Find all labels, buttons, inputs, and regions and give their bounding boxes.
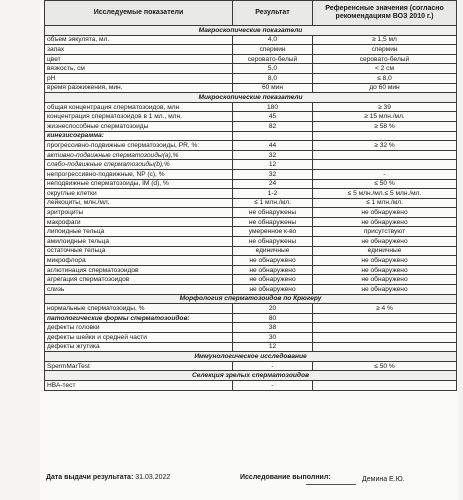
issue-date: [46, 474, 170, 481]
reference-cell: не обнаружено: [313, 256, 457, 266]
table-row: [45, 45, 457, 55]
reference-cell: [313, 313, 457, 323]
reference-cell: < 2 см: [313, 64, 457, 74]
table-row: [45, 380, 457, 390]
table-row: [45, 198, 457, 208]
table-body: [45, 26, 457, 391]
indicator-cell: вязкость, см: [45, 64, 233, 74]
issue-date-value: 31.03.2022: [135, 474, 171, 481]
indicator-cell: цвет: [45, 54, 233, 64]
indicator-cell: микрофлора: [45, 256, 233, 266]
table-row: [45, 342, 457, 352]
table-row: [45, 333, 457, 343]
result-cell: 8,0: [233, 73, 313, 83]
performed-by-label: Исследование выполнил:: [240, 474, 331, 481]
indicator-cell: жизнеспособные сперматозоиды: [45, 121, 233, 131]
reference-cell: спермин: [313, 45, 457, 55]
result-cell: не обнаружено: [233, 265, 313, 275]
result-cell: 30: [233, 333, 313, 343]
result-cell: 80: [233, 313, 313, 323]
indicator-cell: SpermMarTest: [45, 361, 233, 371]
header-result: Результат: [233, 1, 313, 26]
indicator-cell: лейкоциты, млн./мл.: [45, 198, 233, 208]
reference-cell: ≥ 1,5 мл: [313, 35, 457, 45]
header-reference: Референсные значения (согласно рекомендациям ВОЗ 2010 г.): [313, 1, 457, 26]
indicator-cell: активно-подвижные сперматозоиды(a),%: [45, 150, 233, 160]
result-cell: [233, 131, 313, 141]
section-row: [45, 352, 457, 362]
indicator-cell: округлые клетки: [45, 189, 233, 199]
result-cell: не обнаружены: [233, 237, 313, 247]
result-cell: 12: [233, 342, 313, 352]
table-row: [45, 189, 457, 199]
reference-cell: ≤ 1 млн./мл.: [313, 198, 457, 208]
table-row: [45, 64, 457, 74]
result-cell: 12: [233, 160, 313, 170]
reference-cell: не обнаружено: [313, 285, 457, 295]
indicator-cell: слабо-подвижные сперматозоиды(b),%: [45, 160, 233, 170]
reference-cell: серовато-белый: [313, 54, 457, 64]
reference-cell: ≥ 32 %: [313, 141, 457, 151]
reference-cell: [313, 131, 457, 141]
indicator-cell: дефекты шейки и средней части: [45, 333, 233, 343]
table-row: [45, 141, 457, 151]
table-row: [45, 361, 457, 371]
reference-cell: ≤ 50 %: [313, 361, 457, 371]
reference-cell: [313, 333, 457, 343]
result-cell: 4,0: [233, 35, 313, 45]
table-row: [45, 112, 457, 122]
indicator-cell: липоидные тельца: [45, 227, 233, 237]
reference-cell: ≥ 4 %: [313, 304, 457, 314]
result-cell: 24: [233, 179, 313, 189]
table-row: [45, 217, 457, 227]
table-row: [45, 169, 457, 179]
results-table: [44, 0, 457, 391]
table-row: [45, 227, 457, 237]
table-row: [45, 102, 457, 112]
result-cell: единичные: [233, 246, 313, 256]
result-cell: серовато-белый: [233, 54, 313, 64]
indicator-cell: концентрация сперматозоидов в 1 мл., млн.: [45, 112, 233, 122]
section-title: Макроскопические показатели: [45, 26, 457, 36]
result-cell: не обнаружено: [233, 275, 313, 285]
reference-cell: присутствуют: [313, 227, 457, 237]
result-cell: 38: [233, 323, 313, 333]
table-row: [45, 150, 457, 160]
table-row: [45, 237, 457, 247]
result-cell: 180: [233, 102, 313, 112]
result-cell: -: [233, 361, 313, 371]
result-cell: 44: [233, 141, 313, 151]
section-title: Селекция зрелых сперматозоидов: [45, 371, 457, 381]
result-cell: умеренное к-во: [233, 227, 313, 237]
result-cell: 32: [233, 150, 313, 160]
indicator-cell: кинезисограмма:: [45, 131, 233, 141]
indicator-cell: агрегация сперматозоидов: [45, 275, 233, 285]
reference-cell: [313, 380, 457, 390]
table-header-row: [45, 1, 457, 26]
result-cell: 5,0: [233, 64, 313, 74]
indicator-cell: объем эякулята, мл.: [45, 35, 233, 45]
table-row: [45, 83, 457, 93]
section-title: Иммунологическое исследование: [45, 352, 457, 362]
indicator-cell: макрофаги: [45, 217, 233, 227]
reference-cell: не обнаружено: [313, 237, 457, 247]
result-cell: спермин: [233, 45, 313, 55]
table-row: [45, 285, 457, 295]
table-row: [45, 73, 457, 83]
indicator-cell: pH: [45, 73, 233, 83]
indicator-cell: нормальные сперматозоиды, %: [45, 304, 233, 314]
reference-cell: не обнаружено: [313, 265, 457, 275]
header-indicator: Исследуемые показатели: [45, 1, 233, 26]
table-row: [45, 265, 457, 275]
reference-cell: не обнаружено: [313, 217, 457, 227]
reference-cell: единичные: [313, 246, 457, 256]
indicator-cell: прогрессивно-подвижные сперматозоиды, PR, %:: [45, 141, 233, 151]
reference-cell: [313, 323, 457, 333]
table-row: [45, 323, 457, 333]
reference-cell: не обнаружено: [313, 208, 457, 218]
reference-cell: ≥ 39: [313, 102, 457, 112]
table-row: [45, 131, 457, 141]
table-row: [45, 246, 457, 256]
table-row: [45, 35, 457, 45]
indicator-cell: дефекты жгутика: [45, 342, 233, 352]
reference-cell: ≥ 15 млн./мл.: [313, 112, 457, 122]
table-row: [45, 54, 457, 64]
indicator-cell: остаточные тельца: [45, 246, 233, 256]
reference-cell: ≤ 5 млн./мл.≤ 5 млн./мл.: [313, 189, 457, 199]
table-row: [45, 179, 457, 189]
signature-line: [306, 484, 356, 485]
reference-cell: ≤ 8,0: [313, 73, 457, 83]
indicator-cell: слизь: [45, 285, 233, 295]
section-row: [45, 93, 457, 103]
section-row: [45, 371, 457, 381]
performer-name: Демина Е.Ю.: [362, 476, 405, 483]
reference-cell: до 60 мин: [313, 83, 457, 93]
result-cell: ≤ 1 млн./мл.: [233, 198, 313, 208]
reference-cell: -: [313, 169, 457, 179]
table-row: [45, 121, 457, 131]
indicator-cell: запах: [45, 45, 233, 55]
reference-cell: [313, 342, 457, 352]
indicator-cell: эритроциты: [45, 208, 233, 218]
indicator-cell: амилоидные тельца: [45, 237, 233, 247]
table-row: [45, 256, 457, 266]
reference-cell: ≤ 50 %: [313, 179, 457, 189]
section-title: Морфология сперматозоидов по Крюгеру: [45, 294, 457, 304]
reference-cell: [313, 150, 457, 160]
result-cell: 1-2: [233, 189, 313, 199]
table-row: [45, 208, 457, 218]
result-cell: 45: [233, 112, 313, 122]
result-cell: 20: [233, 304, 313, 314]
reference-cell: ≥ 58 %: [313, 121, 457, 131]
section-title: Микроскопические показатели: [45, 93, 457, 103]
indicator-cell: непрогрессивно-подвижные, NP (c), %: [45, 169, 233, 179]
result-cell: не обнаружено: [233, 256, 313, 266]
indicator-cell: время разжижения, мин.: [45, 83, 233, 93]
issue-date-label: Дата выдачи результата:: [46, 474, 134, 481]
indicator-cell: патологические формы сперматозоидов:: [45, 313, 233, 323]
table-row: [45, 304, 457, 314]
reference-cell: не обнаружено: [313, 275, 457, 285]
section-row: [45, 26, 457, 36]
result-cell: не обнаружены: [233, 208, 313, 218]
table-row: [45, 313, 457, 323]
table-row: [45, 275, 457, 285]
result-cell: не обнаружены: [233, 217, 313, 227]
table-row: [45, 160, 457, 170]
reference-cell: [313, 160, 457, 170]
indicator-cell: аглютинация сперматозоидов: [45, 265, 233, 275]
result-cell: не обнаружено: [233, 285, 313, 295]
section-row: [45, 294, 457, 304]
indicator-cell: НВА-тест: [45, 380, 233, 390]
result-cell: 82: [233, 121, 313, 131]
indicator-cell: общая концентрация сперматозоидов, млн: [45, 102, 233, 112]
result-cell: 32: [233, 169, 313, 179]
indicator-cell: неподвижные сперматозоиды, IM (d), %: [45, 179, 233, 189]
result-cell: -: [233, 380, 313, 390]
indicator-cell: дефекты головки: [45, 323, 233, 333]
result-cell: 60 мин: [233, 83, 313, 93]
